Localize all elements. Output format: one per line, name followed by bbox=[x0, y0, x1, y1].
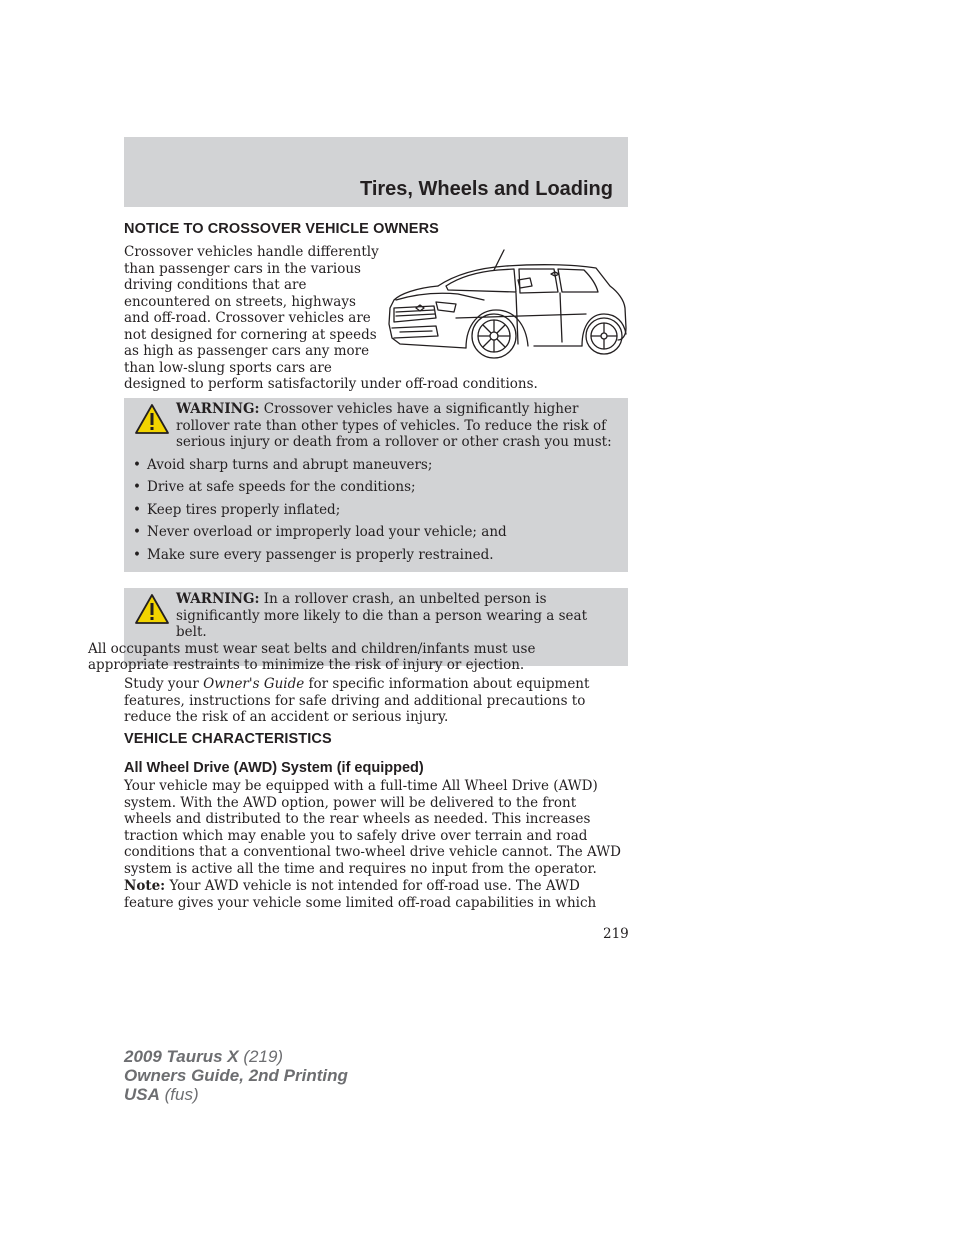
notice-line: as high as passenger cars any more bbox=[124, 343, 370, 359]
list-item: • Never overload or improperly load your vehicle; and bbox=[130, 524, 620, 541]
warning-line: appropriate restraints to minimize the risk of injury or ejection. bbox=[88, 657, 525, 673]
crossover-vehicle-illustration bbox=[386, 248, 628, 363]
awd-body bbox=[124, 778, 644, 877]
list-item: • Drive at safe speeds for the conditions; bbox=[130, 479, 620, 496]
notice-line: not designed for cornering at speeds bbox=[124, 326, 377, 343]
notice-line: encountered on streets, highways bbox=[124, 293, 356, 310]
study-line-rest: for specific information about equipment bbox=[304, 676, 590, 692]
warning-triangle-icon bbox=[134, 403, 170, 435]
owners-guide-title: Owner's Guide bbox=[203, 676, 305, 692]
notice-line: driving conditions that are bbox=[124, 277, 307, 293]
warning-bullet-list bbox=[130, 457, 620, 564]
awd-note bbox=[124, 878, 644, 911]
warning-triangle-icon bbox=[134, 593, 170, 625]
page-number: 219 bbox=[603, 926, 629, 942]
section-header-band bbox=[124, 137, 628, 207]
warning-label: WARNING: bbox=[176, 401, 260, 417]
warning-label: WARNING: bbox=[176, 591, 260, 607]
warning-line: In a rollover crash, an unbelted person is bbox=[259, 591, 547, 607]
study-line: features, instructions for safe driving and additional precautions to bbox=[124, 692, 586, 709]
awd-subheading: All Wheel Drive (AWD) System (if equipped) bbox=[124, 760, 424, 776]
warning-box-seat-belt bbox=[88, 588, 628, 673]
study-line: reduce the risk of an accident or serious injury. bbox=[124, 709, 449, 725]
notice-line: than passenger cars in the various bbox=[124, 260, 361, 277]
list-item: • Make sure every passenger is properly restrained. bbox=[130, 547, 620, 564]
list-item: • Avoid sharp turns and abrupt maneuvers; bbox=[130, 457, 620, 474]
vehicle-characteristics-heading: VEHICLE CHARACTERISTICS bbox=[124, 731, 332, 747]
awd-line: conditions that a conventional two-wheel drive vehicle cannot. The AWD bbox=[124, 844, 621, 860]
warning-line: rollover rate than other types of vehicles. To reduce the risk of bbox=[176, 417, 607, 434]
notice-line: and off-road. Crossover vehicles are bbox=[124, 310, 371, 326]
notice-line: than low-slung sports cars are bbox=[124, 359, 332, 376]
notice-line: Crossover vehicles handle differently bbox=[124, 244, 379, 260]
footer-printing: Owners Guide, 2nd Printing bbox=[124, 1066, 348, 1085]
list-item: • Keep tires properly inflated; bbox=[130, 502, 620, 519]
warning-line: Crossover vehicles have a significantly higher bbox=[259, 401, 579, 417]
note-line: feature gives your vehicle some limited off-road capabilities in which bbox=[124, 894, 597, 911]
section-title: Tires, Wheels and Loading bbox=[359, 178, 613, 200]
awd-line: Your vehicle may be equipped with a full-time All Wheel Drive (AWD) bbox=[124, 778, 598, 794]
note-line: Your AWD vehicle is not intended for off-road use. The AWD bbox=[165, 878, 580, 894]
print-footer bbox=[124, 1047, 348, 1104]
awd-line: traction which may enable you to safely drive over terrain and road bbox=[124, 827, 588, 844]
awd-line: system. With the AWD option, power will be delivered to the front bbox=[124, 794, 577, 811]
study-paragraph bbox=[124, 676, 628, 726]
warning-box-rollover-rate bbox=[124, 398, 628, 572]
footer-market: USA bbox=[124, 1085, 160, 1104]
footer-market-code: (fus) bbox=[159, 1085, 199, 1104]
awd-line: wheels and distributed to the rear wheels as needed. This increases bbox=[124, 811, 591, 827]
warning-line: serious injury or death from a rollover or other crash you must: bbox=[176, 434, 612, 450]
note-label: Note: bbox=[124, 878, 166, 894]
notice-line: designed to perform satisfactorily under off-road conditions. bbox=[124, 376, 538, 392]
warning-text bbox=[130, 401, 620, 451]
study-prefix: Study your bbox=[124, 676, 204, 692]
footer-model: 2009 Taurus X bbox=[124, 1047, 239, 1066]
footer-model-code: (219) bbox=[238, 1047, 284, 1066]
awd-line: system is active all the time and requires no input from the operator. bbox=[124, 860, 597, 877]
warning-text bbox=[88, 591, 620, 674]
warning-line: significantly more likely to die than a person wearing a seat belt. bbox=[176, 607, 587, 640]
warning-line: All occupants must wear seat belts and children/infants must use bbox=[88, 640, 536, 657]
notice-heading: NOTICE TO CROSSOVER VEHICLE OWNERS bbox=[124, 221, 439, 237]
